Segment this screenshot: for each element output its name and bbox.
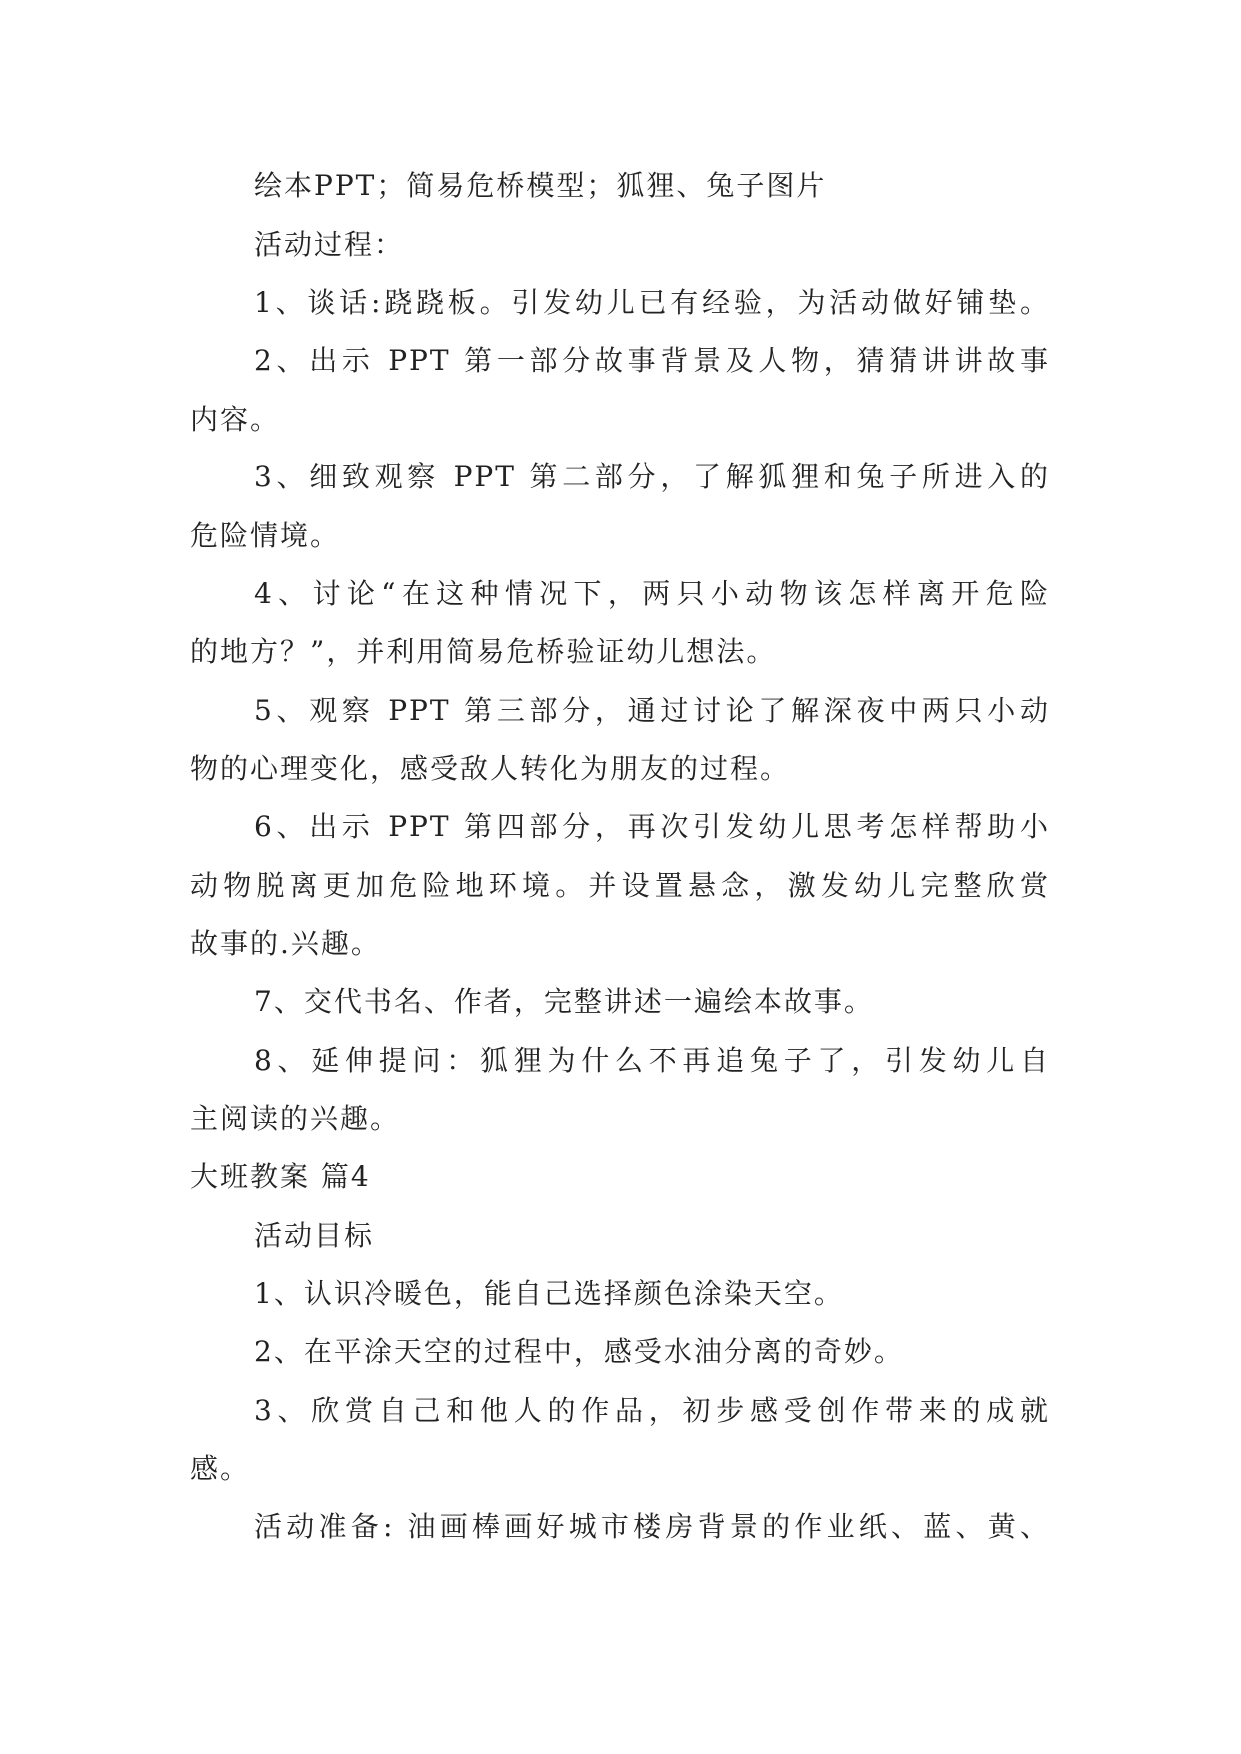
- process-step-6-end: 故事的.兴趣。: [190, 927, 381, 960]
- process-step-1: 1、谈话:跷跷板。引发幼儿已有经验，为活动做好铺垫。: [254, 286, 1050, 319]
- section-heading-process: 活动过程：: [254, 228, 405, 261]
- process-step-3: 3、细致观察 PPT 第二部分，了解狐狸和兔子所进入的: [254, 460, 1050, 493]
- goal-3: 3、欣赏自己和他人的作品，初步感受创作带来的成就: [254, 1394, 1050, 1427]
- goal-3-cont: 感。: [190, 1452, 251, 1485]
- process-step-8-cont: 主阅读的兴趣。: [190, 1102, 401, 1135]
- process-step-5: 5、观察 PPT 第三部分，通过讨论了解深夜中两只小动: [254, 694, 1050, 727]
- process-step-4: 4、讨论“在这种情况下，两只小动物该怎样离开危险: [254, 577, 1050, 610]
- process-step-6: 6、出示 PPT 第四部分，再次引发幼儿思考怎样帮助小: [254, 810, 1050, 843]
- section-title-lesson-4: 大班教案 篇4: [190, 1160, 371, 1193]
- process-step-6-cont: 动物脱离更加危险地环境。并设置悬念，激发幼儿完整欣赏: [190, 869, 1050, 902]
- section-heading-goals: 活动目标: [254, 1219, 375, 1252]
- process-step-2: 2、出示 PPT 第一部分故事背景及人物，猜猜讲讲故事: [254, 344, 1050, 377]
- process-step-5-cont: 物的心理变化，感受敌人转化为朋友的过程。: [190, 752, 791, 785]
- preparation-line: 活动准备: 油画棒画好城市楼房背景的作业纸、蓝、黄、: [254, 1510, 1050, 1543]
- process-step-7: 7、交代书名、作者，完整讲述一遍绘本故事。: [254, 985, 874, 1018]
- goal-2: 2、在平涂天空的过程中，感受水油分离的奇妙。: [254, 1335, 904, 1368]
- process-step-4-cont: 的地方？”，并利用简易危桥验证幼儿想法。: [190, 635, 777, 668]
- process-step-8: 8、延伸提问：狐狸为什么不再追兔子了，引发幼儿自: [254, 1044, 1050, 1077]
- materials-line: 绘本PPT；简易危桥模型；狐狸、兔子图片: [254, 169, 827, 202]
- process-step-3-cont: 危险情境。: [190, 519, 341, 552]
- process-step-2-cont: 内容。: [190, 403, 281, 436]
- goal-1: 1、认识冷暖色，能自己选择颜色涂染天空。: [254, 1277, 844, 1310]
